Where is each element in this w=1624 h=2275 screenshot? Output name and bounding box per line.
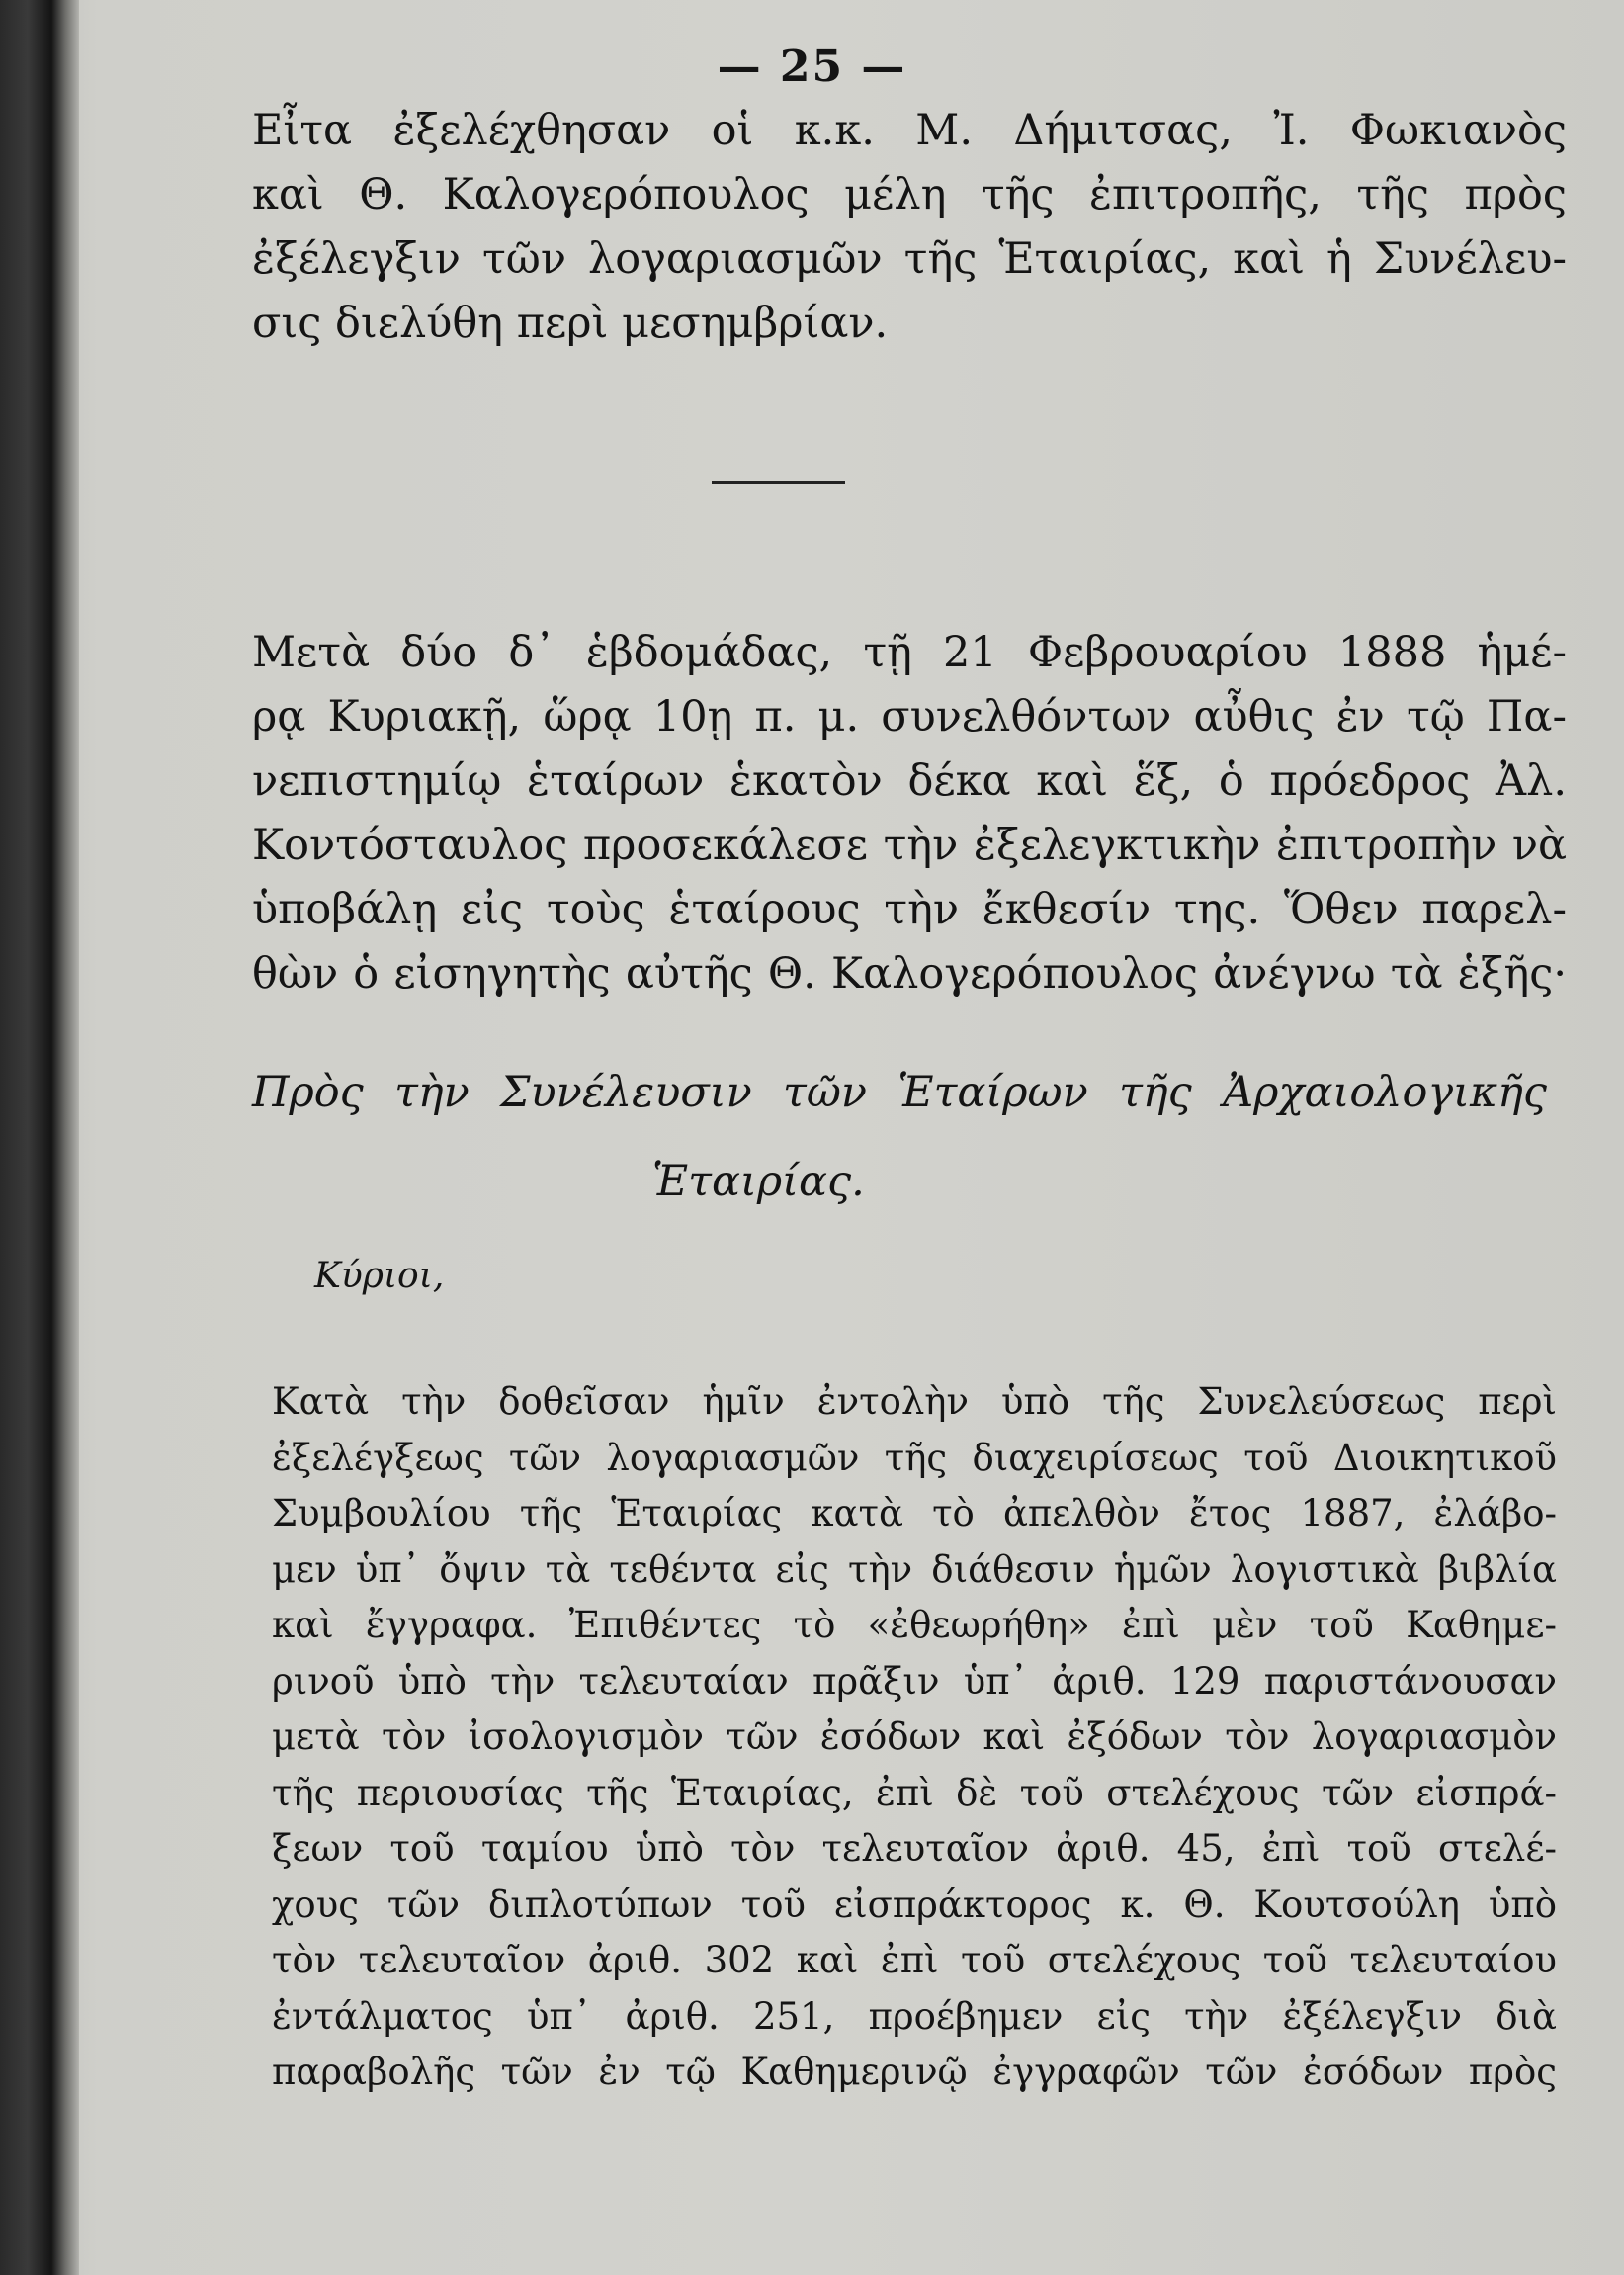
report-heading-line1: Πρὸς τὴν Συνέλευσιν τῶν Ἑταίρων τῆς Ἀρχαιολογικῆς xyxy=(252,1068,1547,1117)
text-line: καὶ ἔγγραφα. Ἐπιθέντες τὸ «ἐθεωρήθη» ἐπὶ μὲν τοῦ Καθημε- xyxy=(272,1604,1557,1646)
text-line: μετὰ τὸν ἰσολογισμὸν τῶν ἐσόδων καὶ ἐξόδων τὸν λογαριασμὸν xyxy=(272,1715,1557,1758)
text-line: ὑποβάλῃ εἰς τοὺς ἑταίρους τὴν ἔκθεσίν της. Ὅθεν παρελ- xyxy=(252,885,1567,934)
paragraph-election xyxy=(252,99,1567,356)
text-line: παραβολῆς τῶν ἐν τῷ Καθημερινῷ ἐγγραφῶν τῶν ἐσόδων πρὸς xyxy=(272,2051,1557,2093)
text-line: τὸν τελευταῖον ἀριθ. 302 καὶ ἐπὶ τοῦ στελέχους τοῦ τελευταίου xyxy=(272,1939,1557,1981)
text-line: Κοντόσταυλος προσεκάλεσε τὴν ἐξελεγκτικὴν ἐπιτροπὴν νὰ xyxy=(252,821,1567,870)
text-line: νεπιστημίῳ ἑταίρων ἑκατὸν δέκα καὶ ἕξ, ὁ πρόεδρος Ἀλ. xyxy=(252,756,1567,806)
text-line: ἐντάλματος ὑπ᾽ ἀριθ. 251, προέβημεν εἰς τὴν ἐξέλεγξιν διὰ xyxy=(272,1994,1557,2038)
text-line: Κατὰ τὴν δοθεῖσαν ἡμῖν ἐντολὴν ὑπὸ τῆς Συνελεύσεως περὶ xyxy=(272,1380,1557,1423)
report-heading xyxy=(252,1068,1547,1117)
text-line: καὶ Θ. Καλογερόπουλος μέλη τῆς ἐπιτροπῆς, τῆς πρὸς xyxy=(252,170,1567,219)
text-line: χους τῶν διπλοτύπων τοῦ εἰσπράκτορος κ. Θ. Κουτσούλη ὑπὸ xyxy=(272,1882,1557,1926)
paragraph-meeting xyxy=(252,621,1567,1006)
text-line: σις διελύθη περὶ μεσημβρίαν. xyxy=(252,299,889,348)
text-line: ξεων τοῦ ταμίου ὑπὸ τὸν τελευταῖον ἀριθ. 45, ἐπὶ τοῦ στελέ- xyxy=(272,1827,1557,1870)
section-divider xyxy=(712,481,845,484)
text-line: Εἶτα ἐξελέχθησαν οἱ κ.κ. Μ. Δήμιτσας, Ἰ. Φωκιανὸς xyxy=(252,106,1567,155)
report-heading-line2: Ἑταιρίας. xyxy=(652,1157,865,1206)
text-line: μεν ὑπ᾽ ὄψιν τὰ τεθέντα εἰς τὴν διάθεσιν ἡμῶν λογιστικὰ βιβλία xyxy=(272,1547,1557,1591)
salutation: Κύριοι, xyxy=(314,1256,445,1296)
text-line: Συμβουλίου τῆς Ἑταιρίας κατὰ τὸ ἀπελθὸν ἔτος 1887, ἐλάβο- xyxy=(272,1492,1557,1534)
text-line: ρινοῦ ὑπὸ τὴν τελευταίαν πρᾶξιν ὑπ᾽ ἀριθ. 129 παριστάνουσαν xyxy=(272,1659,1557,1703)
book-spine-shadow xyxy=(0,0,79,2275)
page-number: — 25 — xyxy=(717,42,907,92)
report-body xyxy=(272,1374,1557,2101)
text-line: ρᾳ Κυριακῇ, ὥρᾳ 10ῃ π. μ. συνελθόντων αὖθις ἐν τῷ Πα- xyxy=(252,692,1567,742)
text-line: Μετὰ δύο δ᾽ ἑβδομάδας, τῇ 21 Φεβρουαρίου 1888 ἡμέ- xyxy=(252,628,1567,677)
text-line: ἐξελέγξεως τῶν λογαριασμῶν τῆς διαχειρίσεως τοῦ Διοικητικοῦ xyxy=(272,1436,1557,1479)
text-line: θὼν ὁ εἰσηγητὴς αὐτῆς Θ. Καλογερόπουλος ἀνέγνω τὰ ἑξῆς· xyxy=(252,949,1567,999)
text-line: ἐξέλεγξιν τῶν λογαριασμῶν τῆς Ἑταιρίας, καὶ ἡ Συνέλευ- xyxy=(252,234,1567,284)
text-line: τῆς περιουσίας τῆς Ἑταιρίας, ἐπὶ δὲ τοῦ στελέχους τῶν εἰσπρά- xyxy=(272,1771,1557,1814)
